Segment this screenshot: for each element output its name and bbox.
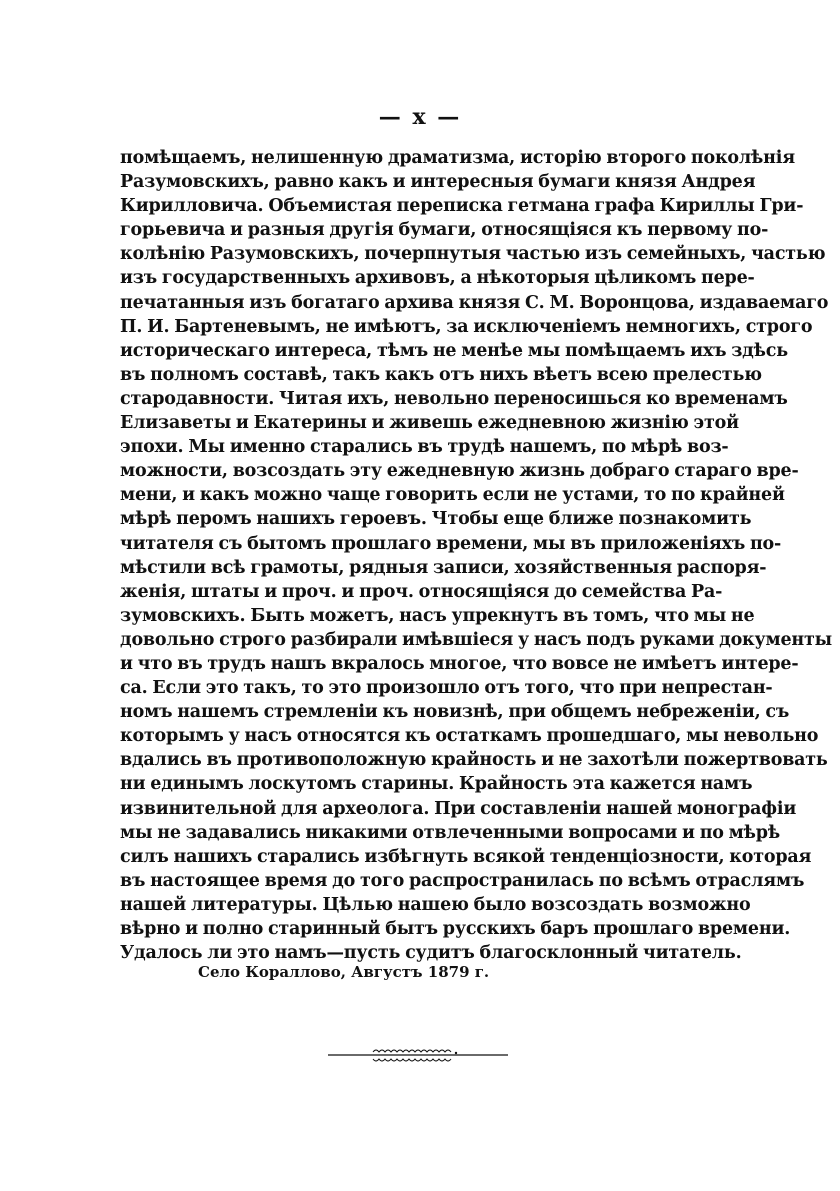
text-line: вѣрно и полно старинный бытъ русскихъ баръ прошлаго времени. [120, 919, 791, 939]
text-line: са. Если это такъ, то это произошло отъ того, что при непрестан- [120, 678, 773, 699]
text-line: номъ нашемъ стремленіи къ новизнѣ, при общемъ небреженіи, съ [120, 702, 790, 723]
body-text [120, 146, 833, 965]
text-line: ни единымъ лоскутомъ старины. Крайность эта кажется намъ [120, 774, 753, 795]
text-line: горьевича и разныя другія бумаги, относящіяся къ первому по- [120, 220, 769, 241]
text-line: эпохи. Мы именно старались въ трудѣ нашемъ, по мѣрѣ воз- [120, 437, 729, 458]
text-line: колѣнію Разумовскихъ, почерпнутыя частью изъ семейныхъ, частью [120, 244, 826, 265]
text-line: въ настоящее время до того распространилась по всѣмъ отраслямъ [120, 870, 805, 891]
text-line: можности, возсоздать эту ежедневную жизнь добраго стараго вре- [120, 461, 799, 482]
tailpiece-ornament-icon [328, 1042, 508, 1072]
text-line: силъ нашихъ старались избѣгнуть всякой тенденціозности, которая [120, 846, 812, 867]
text-line: помѣщаемъ, нелишенную драматизма, исторію второго поколѣнія [120, 148, 795, 168]
text-line: мени, и какъ можно чаще говорить если не устами, то по крайней [120, 485, 785, 506]
text-line: мѣрѣ перомъ нашихъ героевъ. Чтобы еще ближе познакомить [120, 509, 752, 530]
text-line: вдались въ противоположную крайность и не захотѣли пожертвовать [120, 750, 828, 771]
text-line: П. И. Бартеневымъ, не имѣютъ, за исключеніемъ немногихъ, строго [120, 316, 813, 337]
text-line: которымъ у насъ относятся къ остаткамъ прошедшаго, мы невольно [120, 726, 819, 747]
text-line: Кирилловича. Объемистая переписка гетмана графа Кириллы Гри- [120, 196, 804, 217]
text-line: довольно строго разбирали имѣвшіеся у насъ подъ руками документы [120, 629, 833, 650]
text-line: зумовскихъ. Быть можетъ, насъ упрекнутъ въ томъ, что мы не [120, 605, 755, 626]
text-line: женія, штаты и проч. и проч. относящіяся до семейства Ра- [120, 581, 723, 602]
text-line: и что въ трудъ нашъ вкралось многое, что вовсе не имѣетъ интере- [120, 653, 799, 674]
text-line: мы не задавались никакими отвлеченными вопросами и по мѣрѣ [120, 822, 780, 843]
text-line: Разумовскихъ, равно какъ и интересныя бумаги князя Андрея [120, 172, 756, 193]
text-line: нашей литературы. Цѣлью нашею было возсоздать возможно [120, 894, 751, 915]
text-line-last: Удалось ли это намъ—пусть судитъ благосклонный читатель. [120, 943, 742, 964]
text-line: Елизаветы и Екатерины и живешь ежедневною жизнію этой [120, 413, 739, 434]
text-line: читателя съ бытомъ прошлаго времени, мы въ приложеніяхъ по- [120, 533, 782, 554]
place-date-signature: Село Кораллово, Августъ 1879 г. [198, 963, 490, 981]
text-line: стародавности. Читая ихъ, невольно переносишься ко временамъ [120, 388, 788, 409]
text-line: печатанныя изъ богатаго архива князя С. М. Воронцова, издаваемаго [120, 292, 829, 313]
text-line: мѣстили всѣ грамоты, рядныя записи, хозяйственныя распоря- [120, 557, 767, 578]
page-number: — x — [378, 104, 462, 130]
text-line: историческаго интереса, тѣмъ не менѣе мы помѣщаемъ ихъ здѣсь [120, 340, 788, 361]
text-line: въ полномъ составѣ, такъ какъ отъ нихъ вѣетъ всею прелестью [120, 364, 762, 385]
text-line: изъ государственныхъ архивовъ, а нѣкоторыя цѣликомъ пере- [120, 268, 755, 289]
text-line: извинительной для археолога. При составленіи нашей монографіи [120, 798, 797, 819]
